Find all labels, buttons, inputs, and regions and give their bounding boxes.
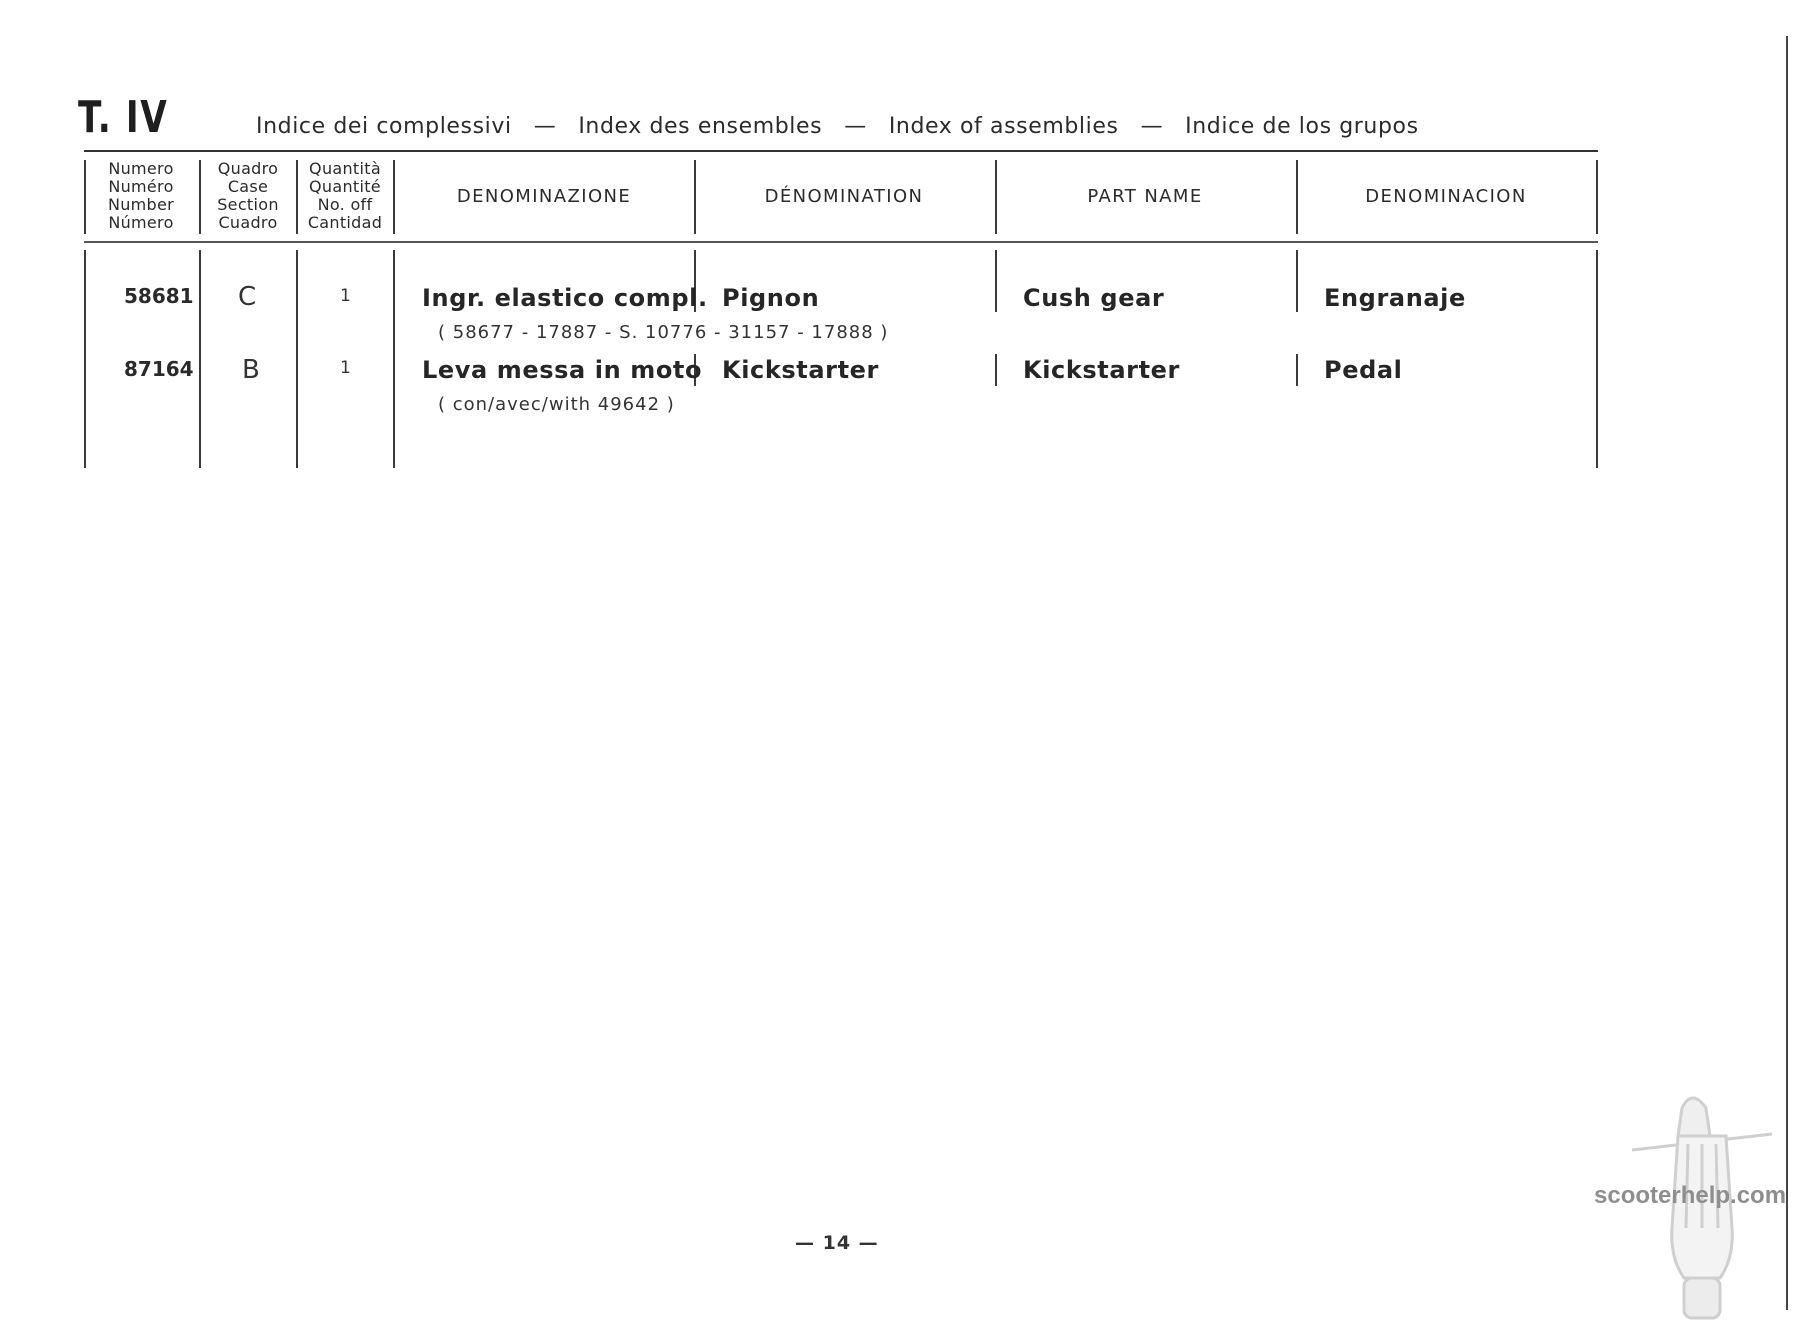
title-separator: — (844, 114, 867, 139)
part-note: ( con/avec/with 49642 ) (438, 394, 675, 415)
part-name-english: Cush gear (1023, 284, 1165, 312)
quantity: 1 (340, 358, 351, 378)
part-number: 87164 (124, 357, 194, 381)
header-titles (256, 114, 1419, 139)
column-divider (995, 250, 997, 312)
column-divider (995, 160, 997, 234)
column-divider (393, 250, 395, 468)
column-divider (1596, 160, 1598, 234)
case-section: C (238, 282, 257, 312)
title-spanish: Indice de los grupos (1185, 114, 1419, 139)
column-divider (393, 160, 395, 234)
watermark: scooterhelp.com (1594, 1182, 1787, 1209)
column-divider (296, 160, 298, 234)
part-note: ( 58677 - 17887 - S. 10776 - 31157 - 17888 ) (438, 322, 889, 343)
part-name-spanish: Pedal (1324, 356, 1403, 384)
part-name-french: Kickstarter (722, 356, 879, 384)
part-name-french: Pignon (722, 284, 820, 312)
quantity: 1 (340, 286, 351, 306)
title-french: Index des ensembles (578, 114, 823, 139)
column-divider (84, 250, 86, 468)
part-name-spanish: Engranaje (1324, 284, 1466, 312)
column-divider (694, 160, 696, 234)
page-edge (1786, 36, 1788, 1310)
column-divider (1596, 250, 1598, 468)
column-head-case: Quadro Case Section Cuadro (217, 159, 279, 232)
title-english: Index of assemblies (888, 114, 1119, 139)
column-divider (199, 160, 201, 234)
header-rule (84, 150, 1598, 152)
title-italian: Indice dei complessivi (256, 114, 512, 139)
part-name-italian: Leva messa in moto (422, 356, 703, 384)
column-head-number: Numero Numéro Number Número (107, 159, 175, 232)
title-separator: — (533, 114, 557, 139)
column-head-name-italian: DENOMINAZIONE (456, 186, 632, 207)
column-head-name-spanish: DENOMINACION (1365, 186, 1527, 207)
case-section: B (242, 355, 260, 385)
page-number: — 14 — (795, 1232, 879, 1254)
column-divider (995, 354, 997, 386)
column-divider (1296, 250, 1298, 312)
column-head-name-english: PART NAME (1087, 186, 1203, 207)
title-separator: — (1140, 114, 1164, 139)
part-number: 58681 (124, 284, 194, 308)
column-divider (296, 250, 298, 468)
part-name-italian: Ingr. elastico compl. (422, 284, 708, 312)
column-head-rule (84, 241, 1598, 243)
part-name-english: Kickstarter (1023, 356, 1180, 384)
column-divider (1296, 354, 1298, 386)
column-head-name-french: DÉNOMINATION (764, 186, 924, 207)
column-divider (199, 250, 201, 468)
table-id: T. IV (78, 92, 169, 143)
column-head-qty: Quantità Quantité No. off Cantidad (307, 159, 383, 232)
column-divider (1296, 160, 1298, 234)
column-divider (84, 160, 86, 234)
